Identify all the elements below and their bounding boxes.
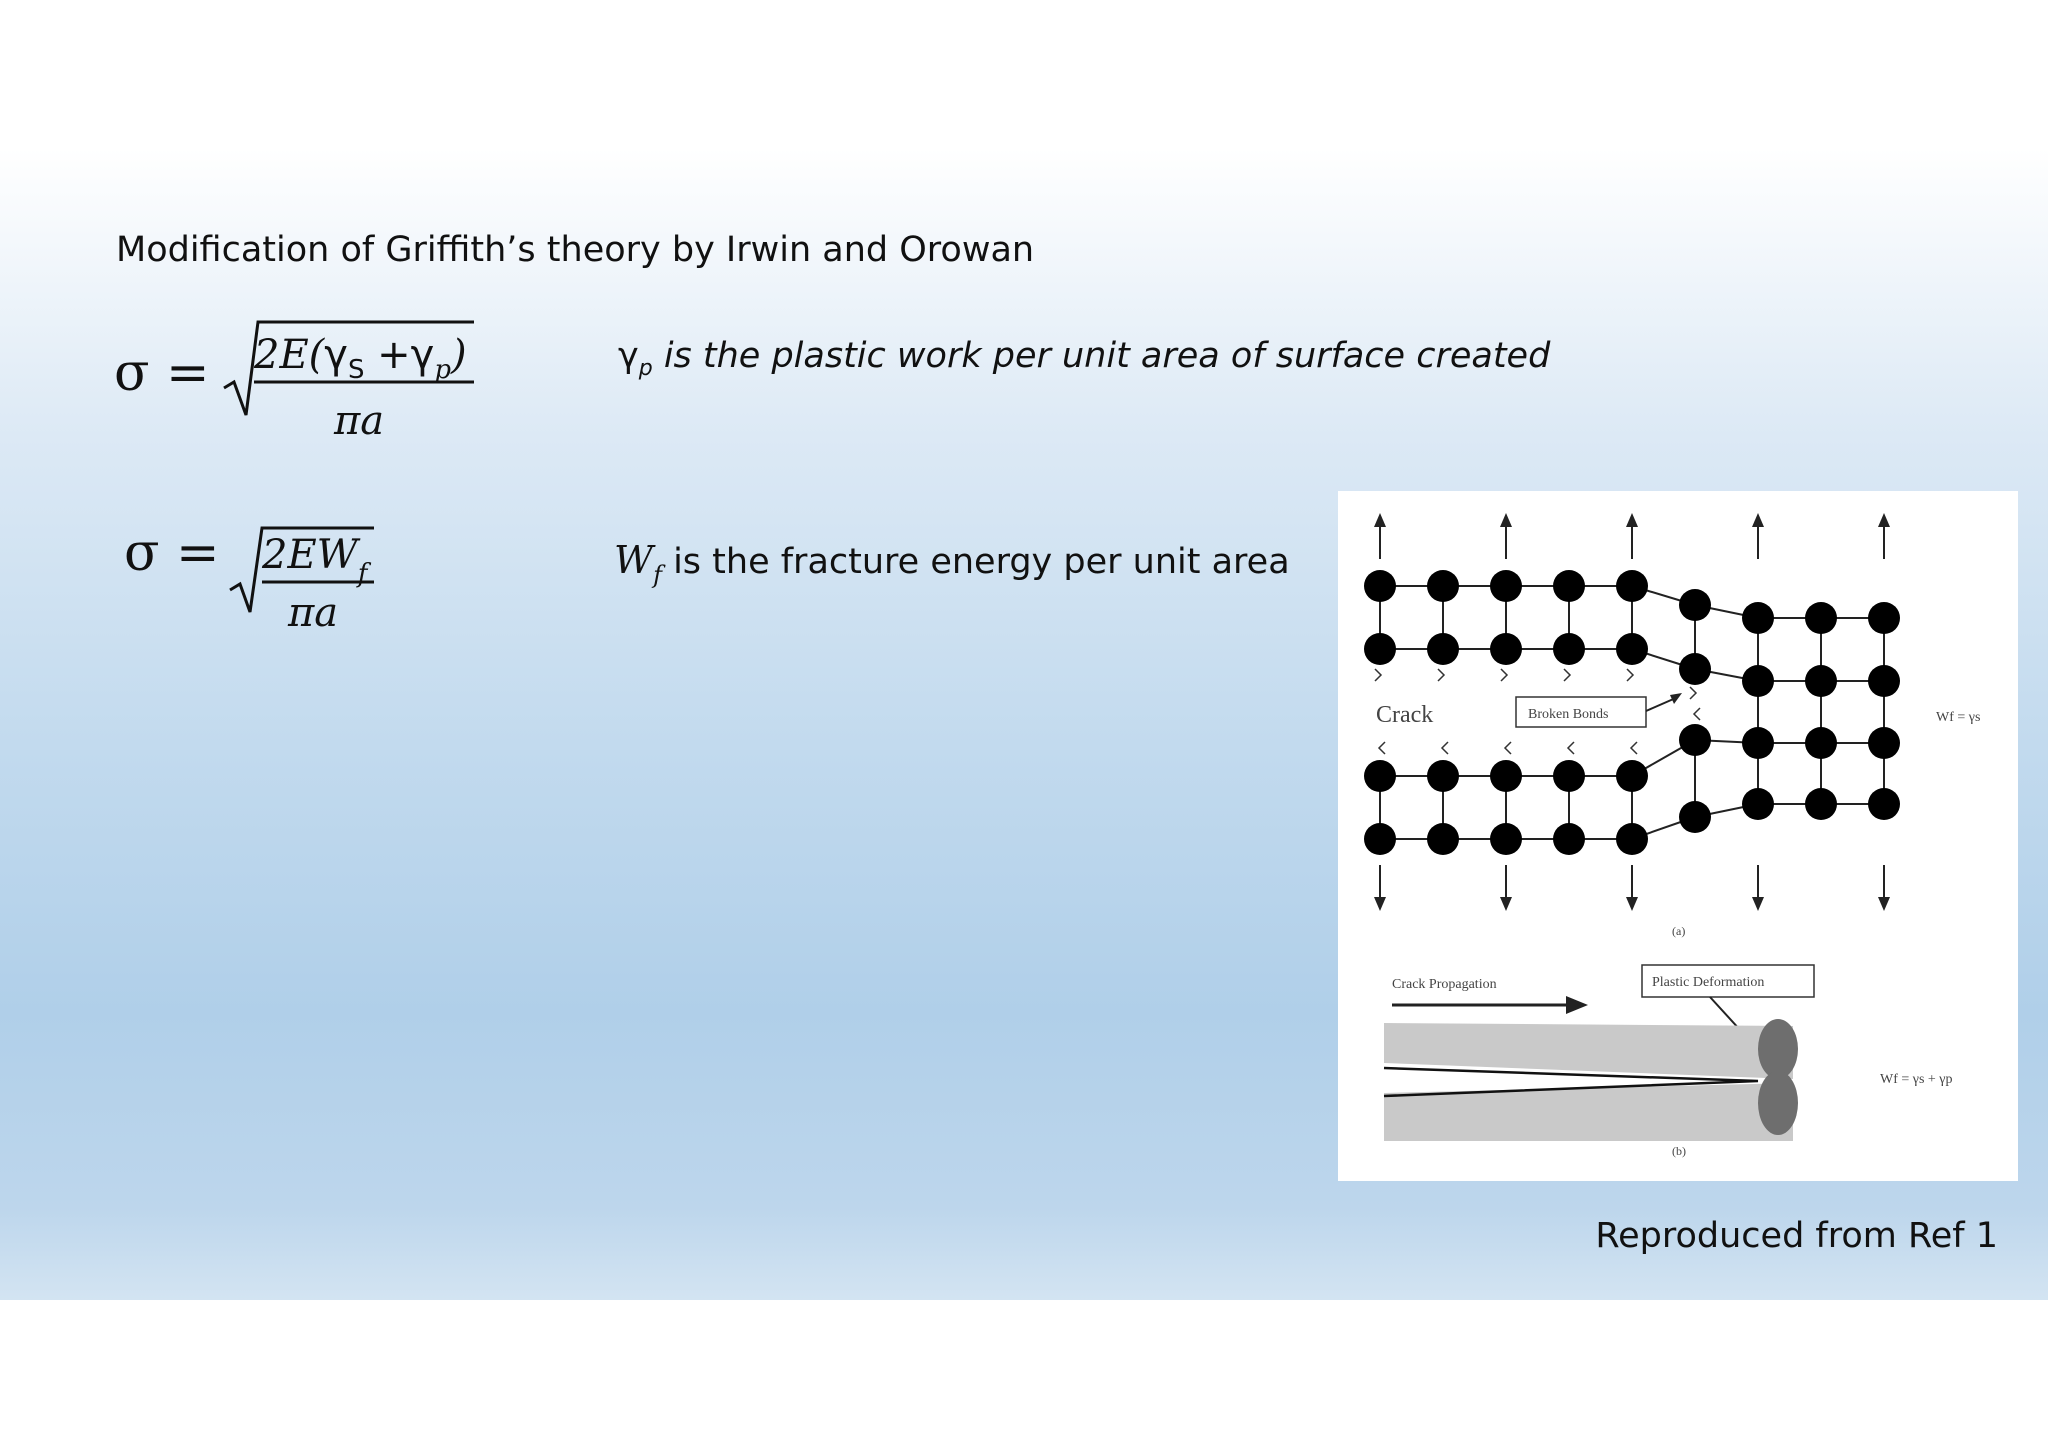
broken-bonds-label: Broken Bonds — [1528, 707, 1609, 722]
plastic-zone-upper — [1758, 1019, 1798, 1079]
atom — [1553, 633, 1585, 665]
equation-fracture-energy — [122, 520, 392, 640]
broken-bonds-pointer-head — [1670, 693, 1682, 704]
stress-arrow-down-head — [1626, 897, 1638, 911]
broken-bond-tick — [1690, 687, 1696, 699]
broken-bond-tick — [1501, 669, 1507, 681]
atom — [1742, 665, 1774, 697]
equation-griffith-modified — [112, 310, 492, 450]
atom — [1742, 788, 1774, 820]
atom — [1679, 653, 1711, 685]
stress-arrow-down-head — [1500, 897, 1512, 911]
broken-bond-tick — [1568, 742, 1574, 754]
broken-bond-tick — [1631, 742, 1637, 754]
broken-bond-tick — [1505, 742, 1511, 754]
atom — [1427, 823, 1459, 855]
equation-lhs: σ = — [114, 343, 210, 403]
atom — [1805, 727, 1837, 759]
atom — [1679, 589, 1711, 621]
w-subscript: f — [653, 561, 662, 589]
equation-numerator: $2E(\gamma_S +\gamma_p)$ — [254, 332, 467, 385]
atom — [1868, 665, 1900, 697]
atom — [1868, 602, 1900, 634]
atom — [1553, 760, 1585, 792]
crack-propagation-label: Crack Propagation — [1392, 977, 1497, 992]
atom — [1742, 602, 1774, 634]
panel-a-label: (a) — [1672, 924, 1686, 938]
atom — [1490, 633, 1522, 665]
wf-equals-gamma-s-plus-gamma-p-label: Wf = γs + γp — [1880, 1072, 1953, 1087]
plastic-zone-lower — [1758, 1071, 1798, 1135]
crack-diagram-figure — [1338, 491, 2018, 1181]
atom — [1805, 665, 1837, 697]
slide-title: Modification of Griffith’s theory by Irwin and Orowan — [116, 230, 1035, 270]
equation-description-1 — [618, 336, 1550, 381]
stress-arrow-down-head — [1374, 897, 1386, 911]
plastic-deformation-label: Plastic Deformation — [1652, 975, 1765, 990]
equation-description-2 — [614, 538, 1290, 589]
atom — [1742, 727, 1774, 759]
atom — [1805, 602, 1837, 634]
equation-denominator: πa — [334, 398, 385, 444]
atom — [1616, 570, 1648, 602]
atom — [1616, 760, 1648, 792]
atom — [1616, 633, 1648, 665]
atom — [1490, 823, 1522, 855]
atom — [1427, 570, 1459, 602]
panel-b-label: (b) — [1672, 1144, 1686, 1158]
atom — [1805, 788, 1837, 820]
crack-lower-plate — [1384, 1083, 1793, 1141]
atom — [1364, 633, 1396, 665]
description-text: is the plastic work per unit area of surface created — [652, 336, 1551, 376]
equation-denominator: πa — [288, 590, 339, 636]
stress-arrow-down-head — [1878, 897, 1890, 911]
atom — [1868, 788, 1900, 820]
stress-arrow-up-head — [1878, 513, 1890, 527]
broken-bond-tick — [1379, 742, 1385, 754]
gamma-subscript: p — [638, 356, 653, 381]
broken-bond-tick — [1564, 669, 1570, 681]
crack-diagram-svg — [1338, 491, 2018, 1181]
atom — [1553, 570, 1585, 602]
figure-source-caption: Reproduced from Ref 1 — [1595, 1216, 1998, 1256]
atom — [1364, 823, 1396, 855]
crack-label: Crack — [1376, 702, 1434, 728]
stress-arrow-up-head — [1500, 513, 1512, 527]
broken-bond-tick — [1375, 669, 1381, 681]
atom — [1616, 823, 1648, 855]
atom — [1364, 760, 1396, 792]
atom — [1427, 633, 1459, 665]
atom — [1553, 823, 1585, 855]
atom — [1364, 570, 1396, 602]
stress-arrow-up-head — [1374, 513, 1386, 527]
broken-bond-tick — [1627, 669, 1633, 681]
atom — [1490, 570, 1522, 602]
stress-arrow-up-head — [1626, 513, 1638, 527]
w-symbol: W — [614, 538, 654, 582]
broken-bond-tick — [1442, 742, 1448, 754]
stress-arrow-down-head — [1752, 897, 1764, 911]
equation-numerator: $2EW_f$ — [262, 532, 368, 589]
gamma-symbol: γ — [618, 336, 639, 376]
atom — [1868, 727, 1900, 759]
atom — [1490, 760, 1522, 792]
description-text: is the fracture energy per unit area — [661, 542, 1290, 582]
atom — [1679, 724, 1711, 756]
broken-bond-tick — [1694, 708, 1700, 720]
atom — [1679, 801, 1711, 833]
crack-propagation-arrow-head — [1566, 996, 1588, 1014]
equation-lhs: σ = — [124, 523, 220, 583]
stress-arrow-up-head — [1752, 513, 1764, 527]
wf-equals-gamma-s-label: Wf = γs — [1936, 710, 1981, 725]
broken-bond-tick — [1438, 669, 1444, 681]
atom — [1427, 760, 1459, 792]
